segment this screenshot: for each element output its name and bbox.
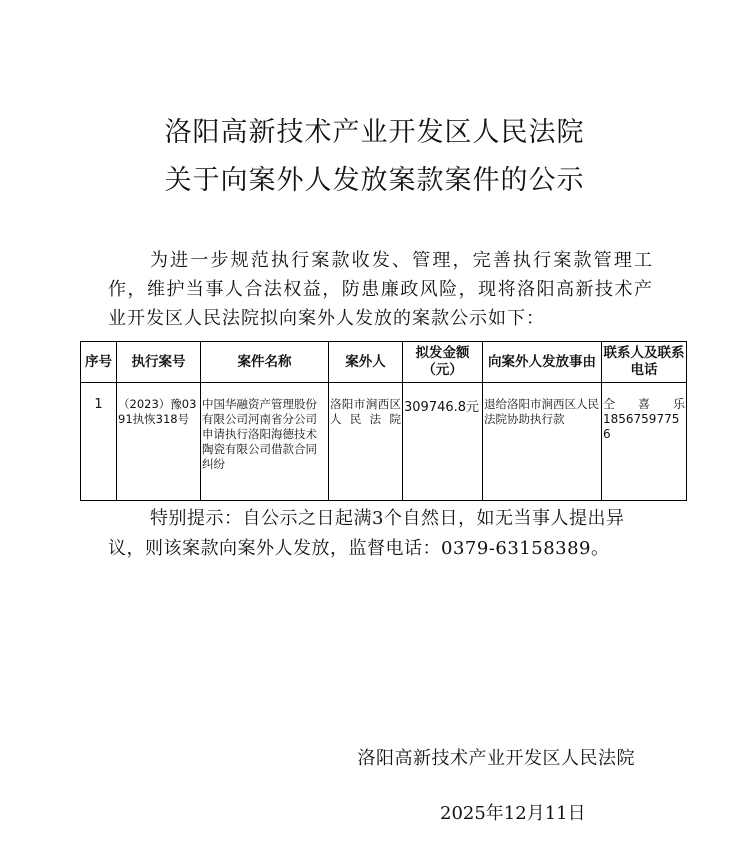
cell-amount: 309746.8元: [403, 383, 483, 501]
cell-seq: 1: [81, 383, 117, 501]
intro-paragraph: 为进一步规范执行案款收发、管理，完善执行案款管理工作，维护当事人合法权益，防患廉政风险，现将洛阳高新技术产业开发区人民法院拟向案外人发放的案款公示如下：: [108, 250, 653, 329]
header-amount: 拟发金额（元）: [403, 342, 483, 383]
cell-contact: [602, 383, 687, 501]
table-header-row: [81, 342, 687, 383]
signature: 洛阳高新技术产业开发区人民法院: [357, 748, 635, 769]
contact-phone: 18567597756: [603, 412, 680, 441]
header-seq: 序号: [81, 342, 117, 383]
table-row: [81, 383, 687, 501]
cell-reason: 退给洛阳市涧西区人民法院协助执行款: [483, 383, 602, 501]
contact-name: 仝 喜 乐: [603, 397, 685, 411]
header-contact: 联系人及联系电话: [602, 342, 687, 383]
notice-paragraph: 特别提示：自公示之日起满3个自然日，如无当事人提出异议，则该案款向案外人发放，监督电话：0379-63158389。: [108, 508, 625, 559]
document-title-line1: 洛阳高新技术产业开发区人民法院: [164, 117, 585, 148]
header-case-name: 案件名称: [201, 342, 329, 383]
case-table: [80, 341, 687, 501]
header-party: 案外人: [329, 342, 403, 383]
header-case-no: 执行案号: [117, 342, 201, 383]
document-title-line2: 关于向案外人发放案款案件的公示: [164, 165, 585, 196]
cell-case-name: 中国华融资产管理股份有限公司河南省分公司申请执行洛阳海德技术陶瓷有限公司借款合同纠纷: [201, 383, 329, 501]
header-reason: 向案外人发放事由: [483, 342, 602, 383]
date: 2025年12月11日: [440, 803, 586, 824]
cell-party: 洛阳市涧西区人民法院: [329, 383, 403, 501]
cell-case-no: （2023）豫0391执恢318号: [117, 383, 201, 501]
